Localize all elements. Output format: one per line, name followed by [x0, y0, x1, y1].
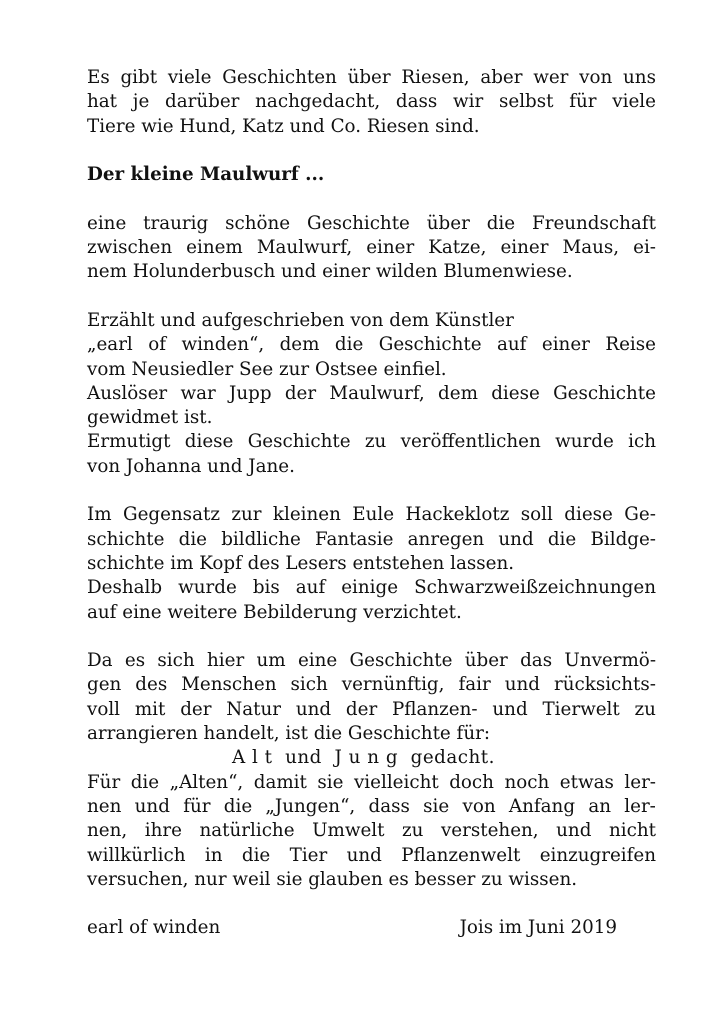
word: sich — [290, 674, 328, 696]
word: gen — [87, 674, 122, 696]
text-line: schichte im Kopf des Lesers entstehen lassen. — [87, 552, 515, 574]
word: Tierwelt — [542, 698, 620, 720]
word: zwischen — [87, 237, 173, 259]
word: Schwarzweißzeichnungen — [414, 577, 656, 599]
text-line — [87, 382, 656, 406]
word: und — [134, 795, 170, 817]
word: kleinen — [272, 504, 341, 526]
word: Da — [87, 650, 113, 672]
word: wir — [453, 91, 484, 113]
word: winden“, — [181, 334, 265, 356]
word: um — [256, 650, 286, 672]
word: sie — [423, 795, 450, 817]
text-line — [87, 844, 656, 868]
intro-paragraph — [87, 66, 656, 139]
word: Maulwurf, — [329, 382, 425, 404]
text-line: vom Neusiedler See zur Ostsee einfiel. — [87, 358, 447, 380]
word: je — [132, 91, 150, 113]
word: es — [124, 650, 146, 672]
paragraph-gap — [87, 479, 656, 503]
word: willkürlich — [87, 844, 186, 866]
word: ler- — [624, 795, 656, 817]
text-line: nem Holunderbusch und einer wilden Blumenwiese. — [87, 261, 573, 283]
word: soll — [520, 504, 553, 526]
word: Tier — [289, 844, 328, 866]
word: Für — [87, 771, 121, 793]
word: Unvermö- — [564, 650, 656, 672]
story-paragraph — [87, 212, 656, 285]
word: ich — [628, 431, 656, 453]
word: Eule — [352, 504, 395, 526]
paragraph-gap — [87, 285, 656, 309]
author-signature: earl of winden — [87, 917, 221, 939]
text-line — [87, 66, 656, 90]
word: für — [569, 91, 597, 113]
word: anregen — [407, 528, 485, 550]
word: und — [295, 698, 332, 720]
word: selbst — [499, 91, 554, 113]
word: damit — [253, 771, 307, 793]
text-line: Erzählt und aufgeschrieben von dem Künstler — [87, 309, 514, 331]
word: und — [498, 528, 534, 550]
word: sie — [317, 771, 344, 793]
word: Reise — [605, 334, 656, 356]
word: „earl — [87, 334, 133, 356]
word: Maus, — [562, 237, 620, 259]
word: von — [462, 795, 496, 817]
place-date: Jois im Juni 2019 — [459, 917, 617, 939]
word: Anfang — [508, 795, 576, 817]
word: der — [284, 382, 317, 404]
word: dem — [438, 382, 478, 404]
word: diese — [491, 382, 540, 404]
text-line — [87, 698, 656, 722]
word: sich — [157, 650, 195, 672]
word: und — [346, 844, 382, 866]
word: Pflanzenwelt — [401, 844, 521, 866]
word: ei- — [633, 237, 656, 259]
text-line — [87, 673, 656, 697]
word: of — [148, 334, 166, 356]
word: Im — [87, 504, 112, 526]
section-heading: Der kleine Maulwurf ... — [87, 164, 325, 186]
word: Jupp — [229, 382, 272, 404]
word: zu — [364, 431, 387, 453]
word: vielleicht — [353, 771, 439, 793]
word: natürliche — [199, 820, 295, 842]
word: Geschichte — [307, 212, 410, 234]
word: Geschichte — [553, 382, 656, 404]
word: an — [588, 795, 611, 817]
word: einige — [341, 577, 399, 599]
word: Auslöser — [87, 382, 168, 404]
word: eine — [87, 212, 127, 234]
text-line — [87, 649, 656, 673]
word: die — [334, 334, 364, 356]
word: Geschichte — [349, 650, 453, 672]
word: der — [180, 698, 212, 720]
word: Freundschaft — [532, 212, 656, 234]
word: Geschichte — [378, 334, 482, 356]
word: verstehen, — [440, 820, 539, 842]
word: rücksichts- — [553, 674, 656, 696]
word: die — [130, 771, 160, 793]
word: von — [579, 67, 613, 88]
text-line: gewidmet ist. — [87, 407, 213, 429]
word: hat — [87, 91, 118, 113]
word: ihre — [144, 820, 182, 842]
text-line: Tiere wie Hund, Katz und Co. Riesen sind. — [87, 115, 480, 137]
word: die — [223, 795, 253, 817]
word: nicht — [608, 820, 656, 842]
word: einem — [186, 237, 243, 259]
word: Umwelt — [312, 820, 385, 842]
word: einzugreifen — [539, 844, 656, 866]
word: die — [178, 528, 207, 550]
word: zu — [634, 698, 656, 720]
word: „Jungen“, — [265, 795, 356, 817]
word: schöne — [225, 212, 291, 234]
word: zur — [231, 504, 262, 526]
text-line: auf eine weitere Bebilderung verzichtet. — [87, 601, 462, 623]
word: eine — [297, 650, 338, 672]
word: darüber — [165, 91, 240, 113]
word: über — [464, 650, 508, 672]
word: noch — [504, 771, 550, 793]
word: zu — [402, 820, 424, 842]
text-line — [87, 430, 656, 454]
word: Maulwurf, — [256, 237, 353, 259]
word: ler- — [624, 771, 656, 793]
word: das — [520, 650, 553, 672]
word: war — [180, 382, 216, 404]
word: Es — [87, 67, 110, 88]
word: doch — [449, 771, 494, 793]
paragraph-gap — [87, 892, 656, 916]
word: einer — [500, 237, 549, 259]
word: Pflanzen- — [392, 698, 478, 720]
word: Geschichten — [222, 67, 337, 88]
word: nachgedacht, — [255, 91, 381, 113]
origin-paragraph — [87, 309, 656, 479]
word: Ge- — [624, 504, 656, 526]
word: für — [183, 795, 211, 817]
signature-footer — [87, 916, 617, 940]
word: Bildge- — [590, 528, 656, 550]
word: fair — [458, 674, 491, 696]
text-line — [87, 503, 656, 527]
centered-line: A l t und J u n g gedacht. — [232, 747, 495, 769]
text-line: arrangieren handelt, ist die Geschichte für: — [87, 723, 490, 745]
word: veröffentlichen — [400, 431, 541, 453]
text-line — [87, 236, 656, 260]
word: wer — [533, 67, 569, 88]
word: dass — [368, 795, 410, 817]
word: Gegensatz — [122, 504, 220, 526]
text-line — [87, 212, 656, 236]
word: diese — [184, 431, 234, 453]
text-line: versuchen, nur weil sie glauben es besser zu wissen. — [87, 868, 578, 890]
word: Deshalb — [87, 577, 163, 599]
word: vernünftig, — [341, 674, 445, 696]
word: bildliche — [221, 528, 301, 550]
word: nen — [87, 795, 122, 817]
word: und — [492, 698, 528, 720]
contrast-paragraph — [87, 503, 656, 624]
text-line — [87, 528, 656, 552]
word: und — [556, 820, 592, 842]
word: nen, — [87, 820, 128, 842]
word: Katze, — [428, 237, 487, 259]
word: des — [135, 674, 168, 696]
purpose-paragraph — [87, 649, 656, 892]
word: einer — [366, 237, 415, 259]
word: schichte — [87, 528, 165, 550]
word: auf — [497, 334, 527, 356]
word: diese — [564, 504, 613, 526]
text-line — [87, 771, 656, 795]
word: über — [426, 212, 470, 234]
word: hier — [207, 650, 245, 672]
word: wurde — [178, 577, 237, 599]
word: und — [504, 674, 540, 696]
word: Hackeklotz — [405, 504, 510, 526]
text-line: von Johanna und Jane. — [87, 455, 295, 477]
text-line — [87, 819, 656, 843]
paragraph-gap — [87, 625, 656, 649]
text-line — [87, 795, 656, 819]
word: der — [345, 698, 378, 720]
word: etwas — [559, 771, 614, 793]
word: in — [204, 844, 223, 866]
word: traurig — [143, 212, 209, 234]
word: Fantasie — [315, 528, 394, 550]
word: die — [241, 844, 271, 866]
word: viele — [612, 91, 656, 113]
word: dass — [395, 91, 438, 113]
word: Geschichte — [247, 431, 351, 453]
text-line — [87, 576, 656, 600]
word: mit — [134, 698, 166, 720]
text-line — [87, 90, 656, 114]
word: viele — [167, 67, 212, 88]
word: „Alten“, — [169, 771, 244, 793]
word: Natur — [226, 698, 282, 720]
word: über — [347, 67, 391, 88]
word: einer — [541, 334, 590, 356]
word: bis — [252, 577, 280, 599]
word: Menschen — [181, 674, 277, 696]
word: wurde — [555, 431, 614, 453]
word: dem — [279, 334, 320, 356]
text-line — [87, 333, 656, 357]
paragraph-gap — [87, 139, 656, 163]
word: die — [547, 528, 577, 550]
word: aber — [480, 67, 523, 88]
document-body — [87, 66, 656, 941]
word: die — [486, 212, 516, 234]
word: voll — [87, 698, 121, 720]
word: Riesen, — [401, 67, 470, 88]
word: Ermutigt — [87, 431, 171, 453]
word: auf — [295, 577, 326, 599]
word: uns — [623, 67, 656, 88]
paragraph-gap — [87, 187, 656, 211]
word: gibt — [120, 67, 158, 88]
